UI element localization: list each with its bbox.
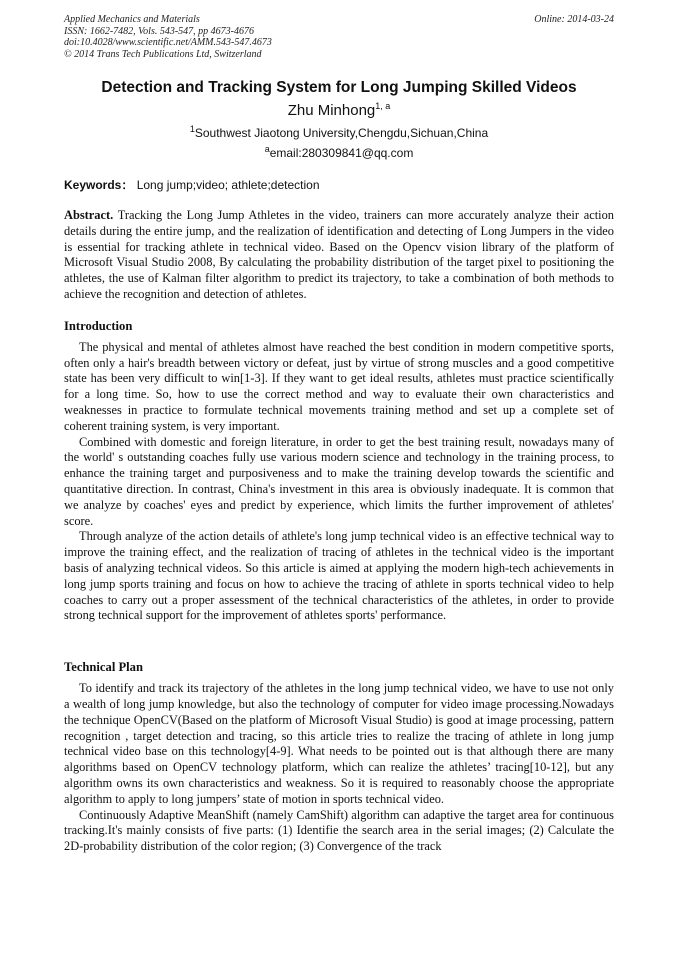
copyright-line: © 2014 Trans Tech Publications Ltd, Switzerland	[64, 48, 262, 60]
email-superscript: a	[264, 144, 270, 154]
paper-title: Detection and Tracking System for Long Jumping Skilled Videos	[101, 79, 577, 96]
abstract-text: Tracking the Long Jump Athletes in the video, trainers can more accurately analyze their action details during the entire jump, and the realization of identification and detecting of Long Jumpers in the video is essential for tracking athlete in technical video. Based on the Opencv vision library of the platform of Microsoft Visual Studio 2008, By calculating the probability distribution of the target pixel to positioning the athletes, the use of Kalman filter algorithm to predict its trajectory, to take a combination of both methods to achieve the recognition and detection of athletes.	[64, 208, 614, 301]
technical-plan-paragraph-1: To identify and track its trajectory of the athletes in the long jump technical video, we have to use not only a wealth of long jump knowledge, but also the technology of computer for video image processing.Nowadays the technique OpenCV(Based on the platform of Microsoft Visual Studio) is good at image processing, pattern recognition , target detection and tracing, so this article tries to realize the tracing of athlete in long jump technical video base on this technology[4-9]. What needs to be pointed out is that although there are many algorithms based on OpenCV technology platform, which can realize the athletes’ tracing[10-12], but any algorithm owns its own characteristics and weakness. So it is required to reasonably choose the appropriate algorithm to apply to long jumpers’ state of motion in sports technical video.	[64, 681, 614, 806]
author-name: Zhu Minhong	[287, 102, 376, 119]
affiliation-superscript: 1	[189, 124, 195, 134]
author-superscript: 1, a	[375, 101, 391, 111]
email-line	[64, 146, 614, 160]
email-text: email:280309841@qq.com	[269, 146, 414, 160]
technical-plan-heading: Technical Plan	[64, 660, 143, 675]
technical-plan-paragraph-2: Continuously Adaptive MeanShift (namely CamShift) algorithm can adaptive the target area for continuous tracking.It's mainly consists of five parts: (1) Identifie the search area in the serial images; (2) Calculate the 2D-probability distribution of the color region; (3) Convergence of the track	[64, 807, 614, 854]
keywords-line	[64, 178, 614, 192]
issn-line: ISSN: 1662-7482, Vols. 543-547, pp 4673-4676	[64, 25, 254, 37]
online-date: Online: 2014-03-24	[534, 14, 614, 25]
journal-name: Applied Mechanics and Materials	[64, 14, 200, 25]
introduction-paragraph-1: The physical and mental of athletes almost have reached the best condition in modern competitive sports, often only a hair's breadth between victory or defeat, just by virtue of strong muscles and a good competitive state has been very difficult to win[1-3]. If they want to get ideal results, athletes must practice scientifically for a long time. So, how to use the correct method and way to evaluate their own characteristics and weaknesses in practice to formulate technical movements training method and set up a complete set of coherent training system, is very important.	[64, 339, 614, 433]
abstract-block	[64, 208, 614, 303]
introduction-paragraph-2: Combined with domestic and foreign literature, in order to get the best training result, nowadays many of the world' s outstanding coaches fully use various modern science and technology in the training process, to enhance the training target and purposiveness and to make the training develop towards the scientific and quantitative direction. In contrast, China's investment in this area is obviously inadequate. It is common that we analyze by coaches' eyes and predict by experience, which limits the further improvement of athletes' score.	[64, 434, 614, 528]
affiliation-text: Southwest Jiaotong University,Chengdu,Sichuan,China	[194, 126, 489, 140]
journal-header	[64, 14, 614, 60]
keywords-text: Long jump;video; athlete;detection	[136, 178, 320, 192]
introduction-paragraph-3: Through analyze of the action details of athlete's long jump technical video is an effective technical way to improve the training effect, and the realization of tracing of athletes in the technical video is the important basis of analyzing technical videos. So this article is aimed at applying the modern high-tech achievements in long jump sports training and focus on how to achieve the tracing of athlete in sports technical video to help coaches to carry out a proper assessment of the technical characteristics of the athletes, in order to provide strong technical support for the improvement of athletes sports' performance.	[64, 529, 614, 623]
doi-line: doi:10.4028/www.scientific.net/AMM.543-547.4673	[64, 37, 272, 48]
author-line	[64, 101, 614, 120]
paper-page	[64, 14, 614, 855]
introduction-heading: Introduction	[64, 318, 133, 333]
affiliation-line	[64, 126, 614, 140]
keywords-label: Keywords：	[64, 178, 134, 192]
abstract-label: Abstract.	[64, 208, 114, 222]
